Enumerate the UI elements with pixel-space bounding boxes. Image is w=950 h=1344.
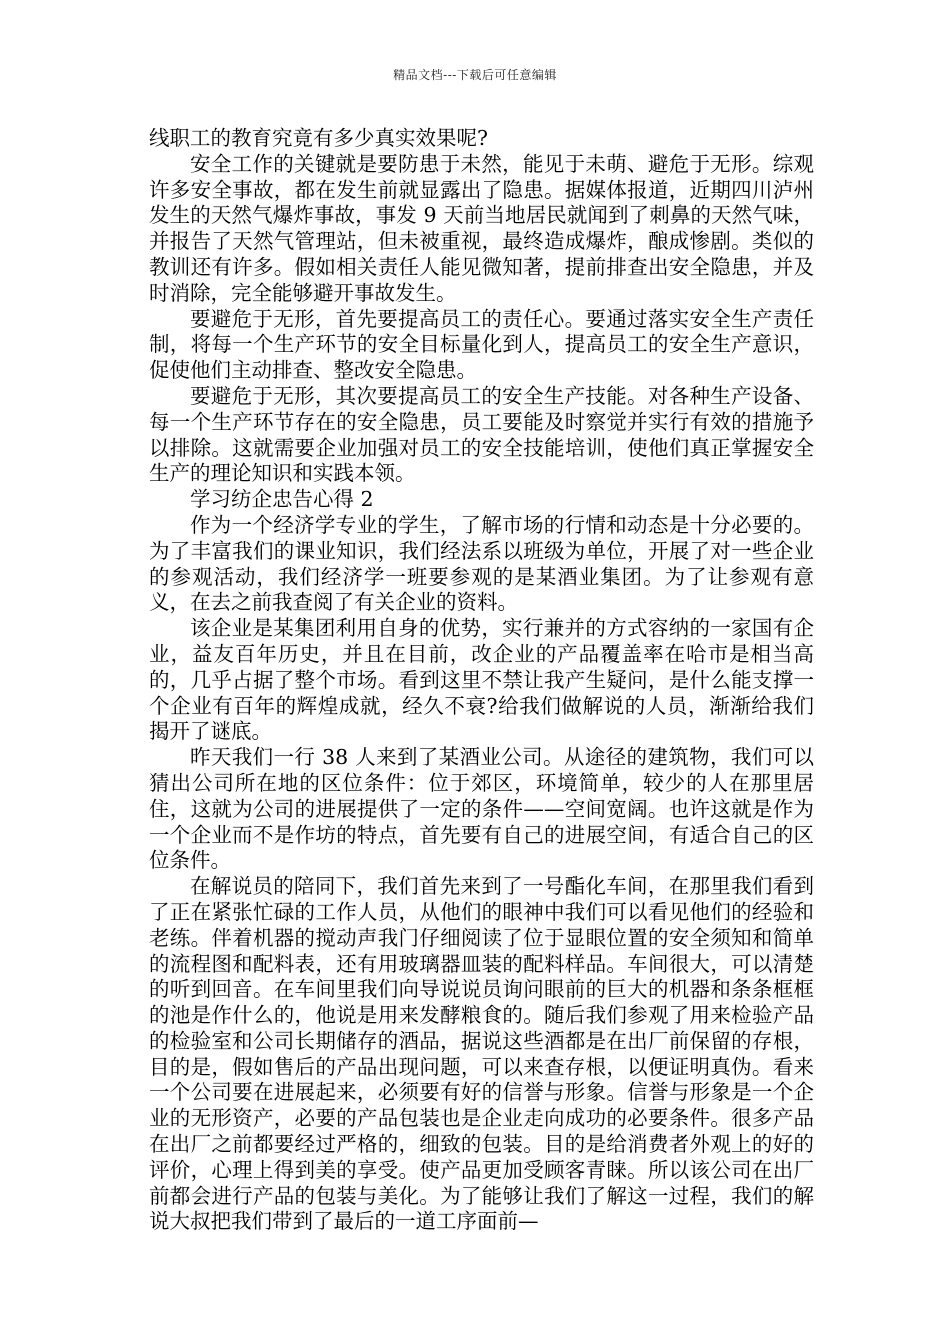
paragraph: 该企业是某集团利用自身的优势，实行兼并的方式容纳的一家国有企业，益友百年历史，并且在目前，改企业的产品覆盖率在哈市是相当高的，几乎占据了整个市场。看到这里不禁让我产生疑问，是什么能支撑一个企业有百年的辉煌成就，经久不衰?给我们做解说的人员，渐渐给我们揭开了谜底。 (149, 616, 814, 744)
paragraph: 要避危于无形，首先要提高员工的责任心。要通过落实安全生产责任制，将每一个生产环节的安全目标量化到人，提高员工的安全生产意识，促使他们主动排查、整改安全隐患。 (149, 306, 814, 383)
paragraph: 作为一个经济学专业的学生，了解市场的行情和动态是十分必要的。为了丰富我们的课业知识，我们经法系以班级为单位，开展了对一些企业的参观活动，我们经济学一班要参观的是某酒业集团。为了让参观有意义，在去之前我查阅了有关企业的资料。 (149, 512, 814, 615)
paragraph: 在解说员的陪同下，我们首先来到了一号酯化车间，在那里我们看到了正在紧张忙碌的工作人员，从他们的眼神中我们可以看见他们的经验和老练。伴着机器的搅动声我门仔细阅读了位于显眼位置的安全须知和简单的流程图和配料表，还有用玻璃器皿装的配料样品。车间很大，可以清楚的听到回音。在车间里我们向导说说员询问眼前的巨大的机器和条条框框的池是作什么的，他说是用来发酵粮食的。随后我们参观了用来检验产品的检验室和公司长期储存的酒品，据说这些酒都是在出厂前保留的存根，目的是，假如售后的产品出现问题，可以来查存根，以便证明真伪。看来一个公司要在进展起来，必须要有好的信誉与形象。信誉与形象是一个企业的无形资产，必要的产品包装也是企业走向成功的必要条件。很多产品在出厂之前都要经过严格的，细致的包装。目的是给消费者外观上的好的评价，心理上得到美的享受。使产品更加受顾客青睐。所以该公司在出厂前都会进行产品的包装与美化。为了能够让我们了解这一过程，我们的解说大叔把我们带到了最后的一道工序面前— (149, 874, 814, 1234)
page-header: 精品文档---下载后可任意编辑 (393, 68, 557, 82)
paragraph: 要避危于无形，其次要提高员工的安全生产技能。对各种生产设备、每一个生产环节存在的安全隐患，员工要能及时察觉并实行有效的措施予以排除。这就需要企业加强对员工的安全技能培训，使他们真正掌握安全生产的理论知识和实践本领。 (149, 383, 814, 486)
document-body (149, 126, 814, 1235)
paragraph: 安全工作的关键就是要防患于未然，能见于未萌、避危于无形。综观许多安全事故，都在发生前就显露出了隐患。据媒体报道，近期四川泸州发生的天然气爆炸事故，事发 9 天前当地居民就闻到了刺鼻的天然气味，并报告了天然气管理站，但未被重视，最终造成爆炸，酿成惨剧。类似的教训还有许多。假如相关责任人能见微知著，提前排查出安全隐患，并及时消除，完全能够避开事故发生。 (149, 151, 814, 305)
paragraph: 昨天我们一行 38 人来到了某酒业公司。从途径的建筑物，我们可以猜出公司所在地的区位条件：位于郊区，环境简单，较少的人在那里居住，这就为公司的进展提供了一定的条件——空间宽阔。也许这就是作为一个企业而不是作坊的特点，首先要有自己的进展空间，有适合自己的区位条件。 (149, 745, 814, 873)
section-title: 学习纺企忠告心得 2 (190, 487, 374, 512)
paragraph-continuation: 线职工的教育究竟有多少真实效果呢? (149, 126, 488, 150)
